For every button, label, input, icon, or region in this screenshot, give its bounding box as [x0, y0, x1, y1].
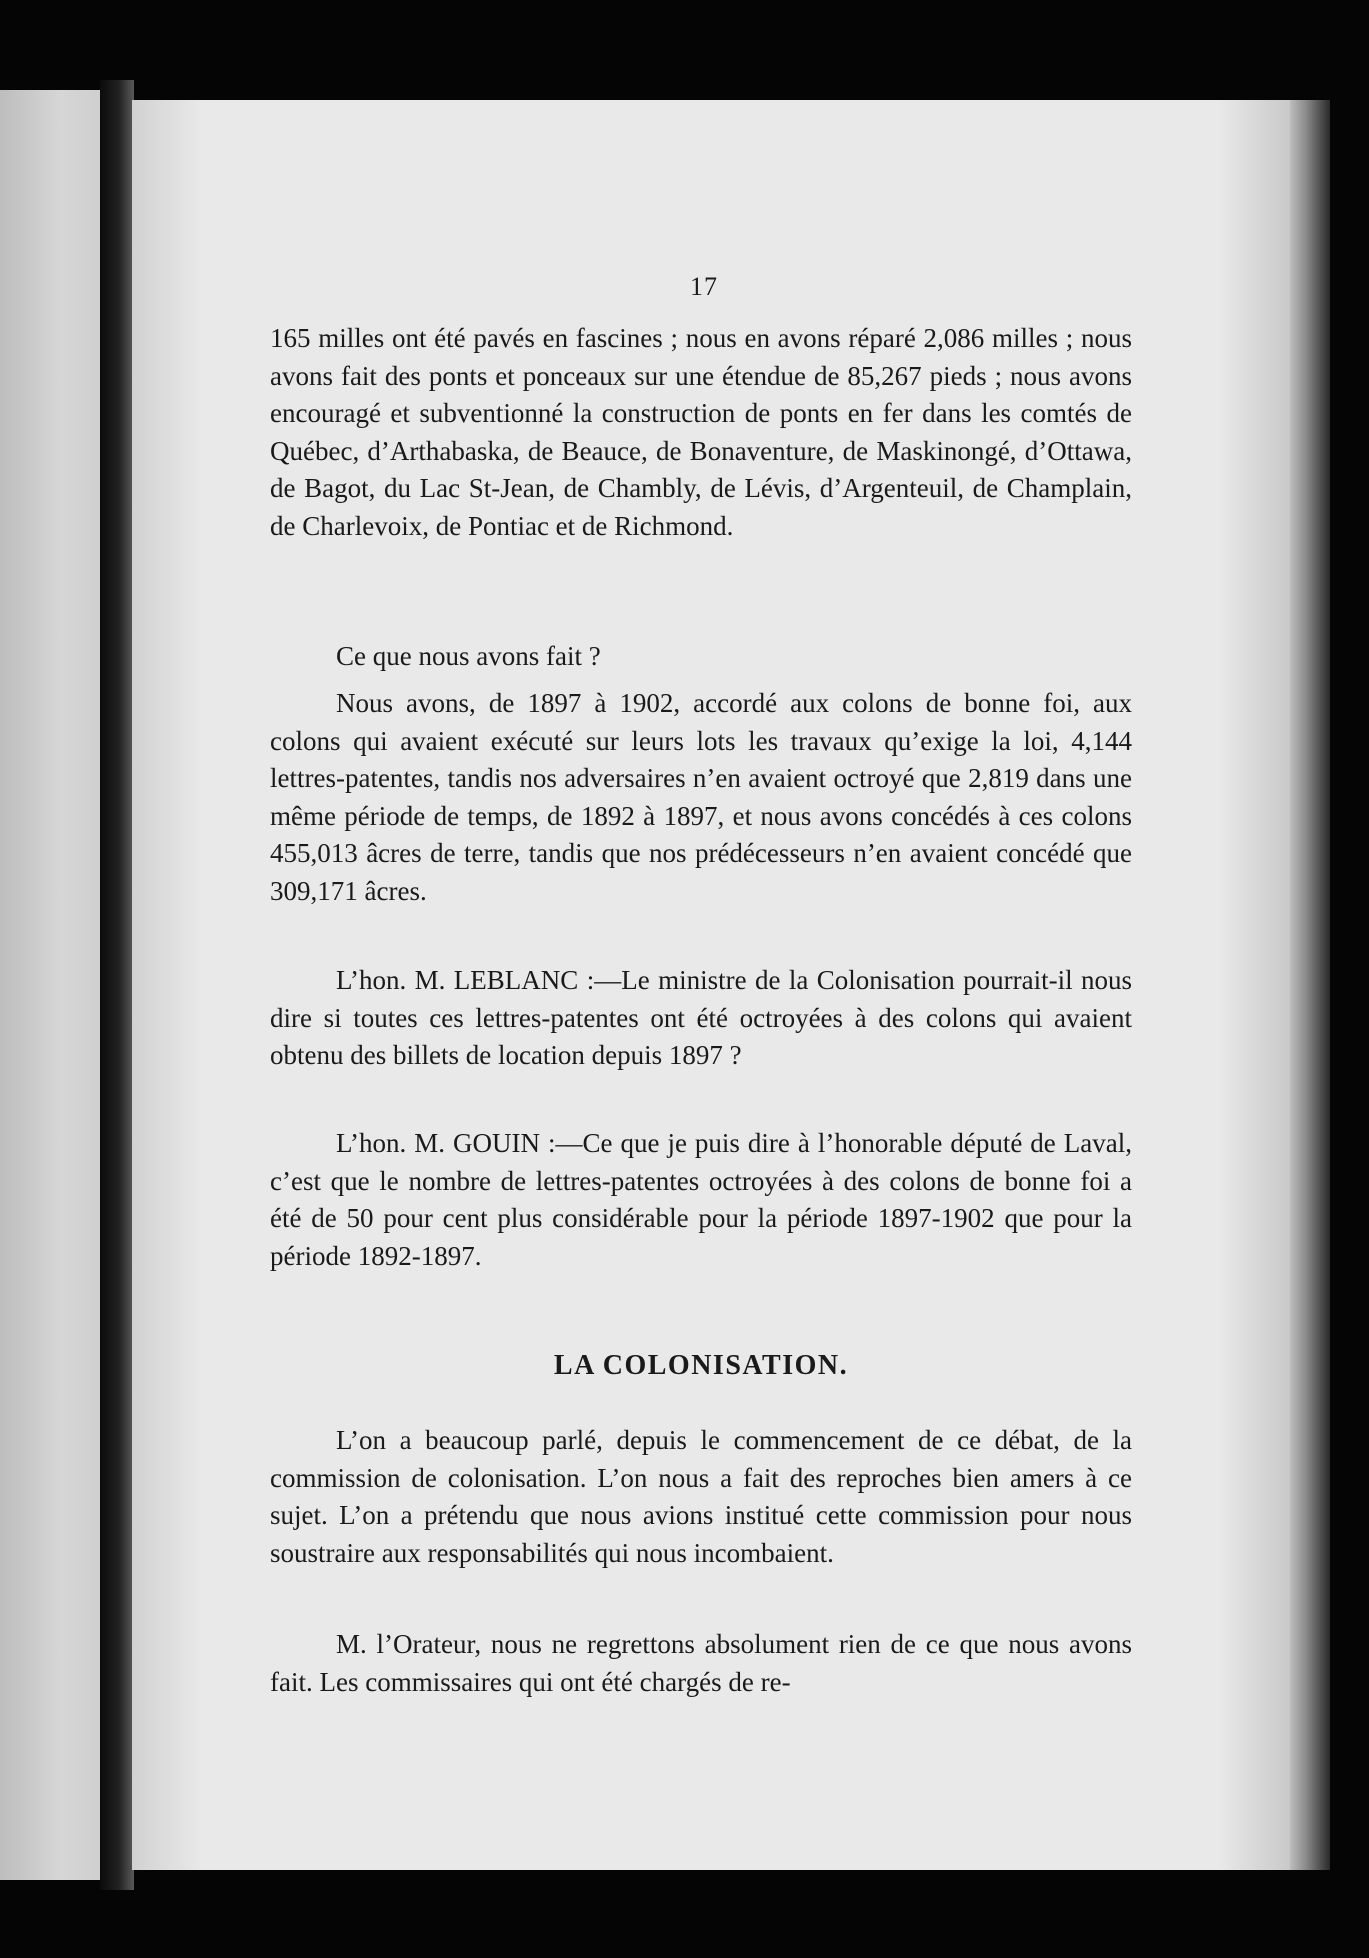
page-right-edge: [1290, 100, 1330, 1870]
paragraph-gouin: L’hon. M. GOUIN :—Ce que je puis dire à l’honorable député de Laval, c’est que le nombre de lettres-patentes octroyées à des colons de bonne foi a été de 50 pour cent plus considérable pour la période 1897-1902 que pour la période 1892-1897.: [270, 1128, 1132, 1271]
paragraph-roads: 165 milles ont été pavés en fascines ; nous en avons réparé 2,086 milles ; nous avons fait des ponts et ponceaux sur une étendue de 85,267 pieds ; nous avons encouragé et subventionné la construction de ponts en fer dans les comtés de Québec, d’Arthabaska, de Beauce, de Bonaventure, de Maskinongé, d’Ottawa, de Bagot, du Lac St-Jean, de Chambly, de Lévis, d’Argenteuil, de Champlain, de Charlevoix, de Pontiac et de Richmond.: [270, 323, 1132, 541]
paragraph-question: Ce que nous avons fait ?: [336, 641, 601, 671]
paragraph-commission: L’on a beaucoup parlé, depuis le commencement de ce débat, de la commission de colonisation. L’on nous a fait des reproches bien amers à ce sujet. L’on a prétendu que nous avions institué cette commission pour nous soustraire aux responsabilités qui nous incombaient.: [270, 1425, 1132, 1568]
page-number: 17: [690, 272, 718, 301]
paragraph-orateur: M. l’Orateur, nous ne regrettons absolument rien de ce que nous avons fait. Les commissaires qui ont été chargés de re-: [270, 1629, 1132, 1697]
paragraph-lettres-patentes: Nous avons, de 1897 à 1902, accordé aux colons de bonne foi, aux colons qui avaient exécuté sur leurs lots les travaux qu’exige la loi, 4,144 lettres-patentes, tandis nos adversaires n’en avaient octroyé que 2,819 dans une même période de temps, de 1892 à 1897, et nous avons concédés à ces colons 455,013 âcres de terre, tandis que nos prédécesseurs n’en avaient concédé que 309,171 âcres.: [270, 688, 1132, 906]
paragraph-leblanc: L’hon. M. LEBLANC :—Le ministre de la Colonisation pourrait-il nous dire si toutes ces lettres-patentes ont été octroyées à des colons qui avaient obtenu des billets de location depuis 1897 ?: [270, 965, 1132, 1070]
section-heading: LA COLONISATION.: [553, 1350, 849, 1381]
previous-page-edge: [0, 90, 100, 1880]
book-gutter: [100, 80, 134, 1890]
